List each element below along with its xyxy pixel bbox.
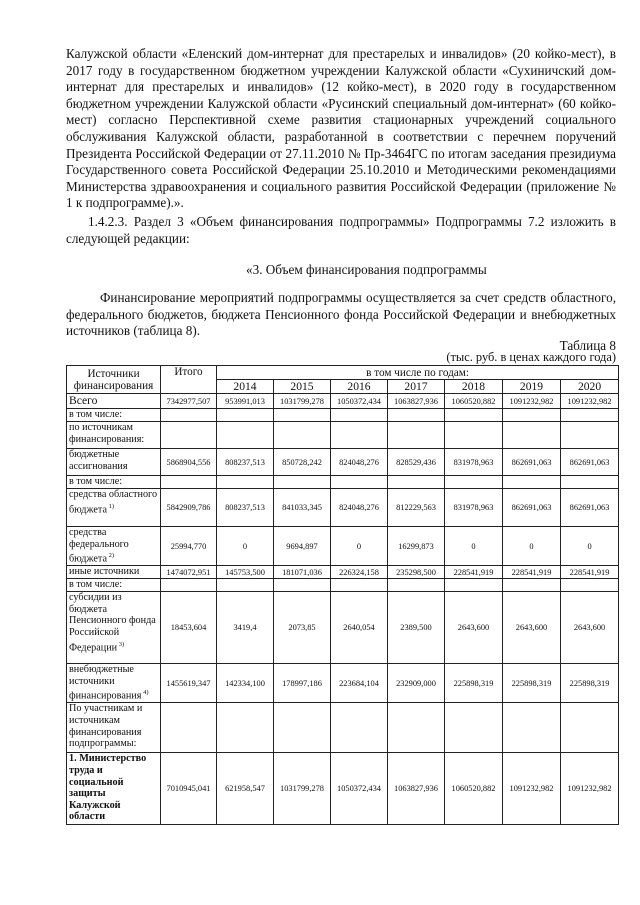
year-header: 2017 bbox=[388, 380, 445, 394]
table-row bbox=[67, 449, 619, 476]
cell-year-value: 2389,500 bbox=[388, 592, 445, 664]
cell-year-value bbox=[445, 476, 503, 489]
cell-year-value: 831978,963 bbox=[445, 489, 503, 527]
cell-year-value bbox=[274, 476, 331, 489]
cell-year-value: 228541,919 bbox=[561, 566, 619, 579]
table-row bbox=[67, 489, 619, 527]
cell-year-value: 1050372,434 bbox=[331, 394, 388, 409]
cell-year-value bbox=[388, 409, 445, 422]
cell-year-value: 808237,513 bbox=[217, 489, 274, 527]
cell-total bbox=[161, 579, 217, 592]
table-units-label: (тыс. руб. в ценах каждого года) bbox=[446, 350, 616, 364]
row-label: средства федерального бюджета $^{2)}$ bbox=[67, 527, 161, 566]
cell-year-value: 0 bbox=[561, 527, 619, 566]
cell-year-value bbox=[274, 422, 331, 449]
table-row bbox=[67, 422, 619, 449]
cell-year-value: 2643,600 bbox=[561, 592, 619, 664]
cell-year-value: 145753,500 bbox=[217, 566, 274, 579]
cell-total bbox=[161, 703, 217, 753]
cell-year-value: 1091232,982 bbox=[503, 753, 561, 825]
table-row bbox=[67, 566, 619, 579]
cell-year-value bbox=[503, 409, 561, 422]
cell-year-value bbox=[445, 422, 503, 449]
cell-year-value bbox=[274, 579, 331, 592]
cell-total: 7342977,507 bbox=[161, 394, 217, 409]
cell-year-value: 1031799,278 bbox=[274, 394, 331, 409]
section-heading: «3. Объем финансирования подпрограммы bbox=[246, 262, 487, 277]
cell-year-value bbox=[445, 409, 503, 422]
cell-year-value bbox=[503, 476, 561, 489]
cell-year-value: 862691,063 bbox=[503, 449, 561, 476]
cell-year-value: 0 bbox=[331, 527, 388, 566]
cell-year-value: 862691,063 bbox=[561, 449, 619, 476]
cell-year-value bbox=[274, 703, 331, 753]
cell-total: 7010945,041 bbox=[161, 753, 217, 825]
row-label: внебюджетные источники финансирования $^{4)}$ bbox=[67, 664, 161, 703]
cell-year-value: 225898,319 bbox=[503, 664, 561, 703]
row-label: По участникам и источникам финансирования подпрограммы: bbox=[67, 703, 161, 753]
cell-year-value bbox=[331, 422, 388, 449]
table-row bbox=[67, 664, 619, 703]
table-row bbox=[67, 592, 619, 664]
cell-year-value: 1063827,936 bbox=[388, 753, 445, 825]
cell-year-value: 235298,500 bbox=[388, 566, 445, 579]
year-header: 2016 bbox=[331, 380, 388, 394]
year-header: 2020 bbox=[561, 380, 619, 394]
row-label: в том числе: bbox=[67, 476, 161, 489]
table-row bbox=[67, 527, 619, 566]
row-label: иные источники bbox=[67, 566, 161, 579]
cell-year-value bbox=[561, 409, 619, 422]
cell-year-value: 178997,186 bbox=[274, 664, 331, 703]
cell-year-value: 228541,919 bbox=[445, 566, 503, 579]
cell-year-value bbox=[274, 409, 331, 422]
cell-year-value: 2640,054 bbox=[331, 592, 388, 664]
cell-total: 1455619,347 bbox=[161, 664, 217, 703]
cell-total: 25994,770 bbox=[161, 527, 217, 566]
cell-year-value: 862691,063 bbox=[503, 489, 561, 527]
cell-year-value: 9694,897 bbox=[274, 527, 331, 566]
cell-year-value: 16299,873 bbox=[388, 527, 445, 566]
cell-year-value: 225898,319 bbox=[561, 664, 619, 703]
row-label: бюджетные ассигнования bbox=[67, 449, 161, 476]
cell-year-value: 824048,276 bbox=[331, 449, 388, 476]
cell-year-value: 812229,563 bbox=[388, 489, 445, 527]
paragraph-intro: Калужской области «Еленский дом-интернат для престарелых и инвалидов» (20 койко-мест), в 2017 году в государственном бюджетном учреждении Калужской области «Сухиничский дом-интернат для престарелых и инвалидов» (12 койко-мест), в 2020 году в государственном бюджетном учреждении Калужской области «Русинский специальный дом-интернат» (60 койко-мест) согласно Перспективной схеме развития стационарных учреждений социального обслуживания Калужской области, разработанной в соответствии с перечнем поручений Президента Российской Федерации от 27.11.2010 № Пр-3464ГС по итогам заседания президиума Государственного совета Российской Федерации 25.10.2010 и Методическими рекомендациями Министерства здравоохранения и социального развития Российской Федерации (приложение № 1 к подпрограмме).». bbox=[66, 46, 616, 211]
row-label: по источникам финансирования: bbox=[67, 422, 161, 449]
row-label: в том числе: bbox=[67, 579, 161, 592]
row-label: 1. Министерство труда и социальной защиты Калужской области bbox=[67, 753, 161, 825]
cell-year-value: 831978,963 bbox=[445, 449, 503, 476]
table-row bbox=[67, 579, 619, 592]
cell-total: 1474072,951 bbox=[161, 566, 217, 579]
row-label: Всего bbox=[67, 394, 161, 409]
cell-year-value: 828529,436 bbox=[388, 449, 445, 476]
cell-year-value bbox=[217, 409, 274, 422]
cell-year-value: 1060520,882 bbox=[445, 394, 503, 409]
cell-year-value: 3419,4 bbox=[217, 592, 274, 664]
financing-table bbox=[66, 365, 619, 825]
cell-total bbox=[161, 422, 217, 449]
row-label: субсидии из бюджета Пенсионного фонда Российской Федерации $^{3)}$ bbox=[67, 592, 161, 664]
header-total: Итого bbox=[161, 366, 217, 394]
cell-year-value: 225898,319 bbox=[445, 664, 503, 703]
cell-year-value bbox=[331, 409, 388, 422]
cell-year-value: 228541,919 bbox=[503, 566, 561, 579]
cell-year-value: 621958,547 bbox=[217, 753, 274, 825]
cell-total: 18453,604 bbox=[161, 592, 217, 664]
cell-year-value bbox=[217, 703, 274, 753]
cell-year-value: 181071,036 bbox=[274, 566, 331, 579]
cell-total bbox=[161, 409, 217, 422]
cell-year-value bbox=[503, 579, 561, 592]
cell-year-value bbox=[388, 476, 445, 489]
cell-year-value bbox=[217, 422, 274, 449]
table-body bbox=[67, 394, 619, 825]
cell-year-value: 1060520,882 bbox=[445, 753, 503, 825]
cell-year-value: 862691,063 bbox=[561, 489, 619, 527]
cell-year-value: 953991,013 bbox=[217, 394, 274, 409]
cell-year-value bbox=[331, 579, 388, 592]
cell-year-value: 850728,242 bbox=[274, 449, 331, 476]
cell-year-value: 1050372,434 bbox=[331, 753, 388, 825]
cell-year-value: 824048,276 bbox=[331, 489, 388, 527]
cell-total bbox=[161, 476, 217, 489]
table-row bbox=[67, 703, 619, 753]
table-row bbox=[67, 394, 619, 409]
cell-year-value: 232909,000 bbox=[388, 664, 445, 703]
table-row bbox=[67, 476, 619, 489]
table-row bbox=[67, 753, 619, 825]
cell-year-value: 2643,600 bbox=[503, 592, 561, 664]
cell-year-value bbox=[217, 579, 274, 592]
row-label: в том числе: bbox=[67, 409, 161, 422]
cell-year-value bbox=[561, 579, 619, 592]
cell-year-value bbox=[445, 579, 503, 592]
header-source: Источники финансирования bbox=[67, 366, 161, 394]
row-label: средства областного бюджета $^{1)}$ bbox=[67, 489, 161, 527]
table-row bbox=[67, 409, 619, 422]
cell-total: 5868904,556 bbox=[161, 449, 217, 476]
cell-year-value: 1091232,982 bbox=[561, 394, 619, 409]
paragraph-financing: Финансирование мероприятий подпрограммы осуществляется за счет средств областного, федерального бюджетов, бюджета Пенсионного фонда Российской Федерации и внебюджетных источников (таблица 8). bbox=[66, 290, 616, 339]
cell-year-value bbox=[388, 422, 445, 449]
cell-year-value bbox=[217, 476, 274, 489]
cell-year-value: 223684,104 bbox=[331, 664, 388, 703]
cell-year-value bbox=[445, 703, 503, 753]
cell-year-value: 0 bbox=[445, 527, 503, 566]
cell-year-value: 808237,513 bbox=[217, 449, 274, 476]
cell-year-value: 841033,345 bbox=[274, 489, 331, 527]
cell-year-value: 1063827,936 bbox=[388, 394, 445, 409]
cell-year-value: 226324,158 bbox=[331, 566, 388, 579]
cell-year-value bbox=[561, 703, 619, 753]
cell-year-value: 142334,100 bbox=[217, 664, 274, 703]
header-by-years: в том числе по годам: bbox=[217, 366, 619, 380]
year-header: 2019 bbox=[503, 380, 561, 394]
cell-year-value bbox=[388, 579, 445, 592]
cell-year-value bbox=[561, 422, 619, 449]
cell-total: 5842909,786 bbox=[161, 489, 217, 527]
year-header: 2015 bbox=[274, 380, 331, 394]
cell-year-value bbox=[331, 476, 388, 489]
year-header: 2014 bbox=[217, 380, 274, 394]
year-header: 2018 bbox=[445, 380, 503, 394]
cell-year-value bbox=[388, 703, 445, 753]
cell-year-value: 1031799,278 bbox=[274, 753, 331, 825]
cell-year-value: 1091232,982 bbox=[503, 394, 561, 409]
table-number-label: Таблица 8 bbox=[559, 338, 616, 353]
cell-year-value bbox=[561, 476, 619, 489]
cell-year-value bbox=[503, 422, 561, 449]
paragraph-section-change: 1.4.2.3. Раздел 3 «Объем финансирования подпрограммы» Подпрограммы 7.2 изложить в следующей редакции: bbox=[66, 214, 616, 246]
cell-year-value: 2643,600 bbox=[445, 592, 503, 664]
cell-year-value: 2073,85 bbox=[274, 592, 331, 664]
cell-year-value: 0 bbox=[217, 527, 274, 566]
cell-year-value: 0 bbox=[503, 527, 561, 566]
cell-year-value bbox=[331, 703, 388, 753]
cell-year-value: 1091232,982 bbox=[561, 753, 619, 825]
cell-year-value bbox=[503, 703, 561, 753]
